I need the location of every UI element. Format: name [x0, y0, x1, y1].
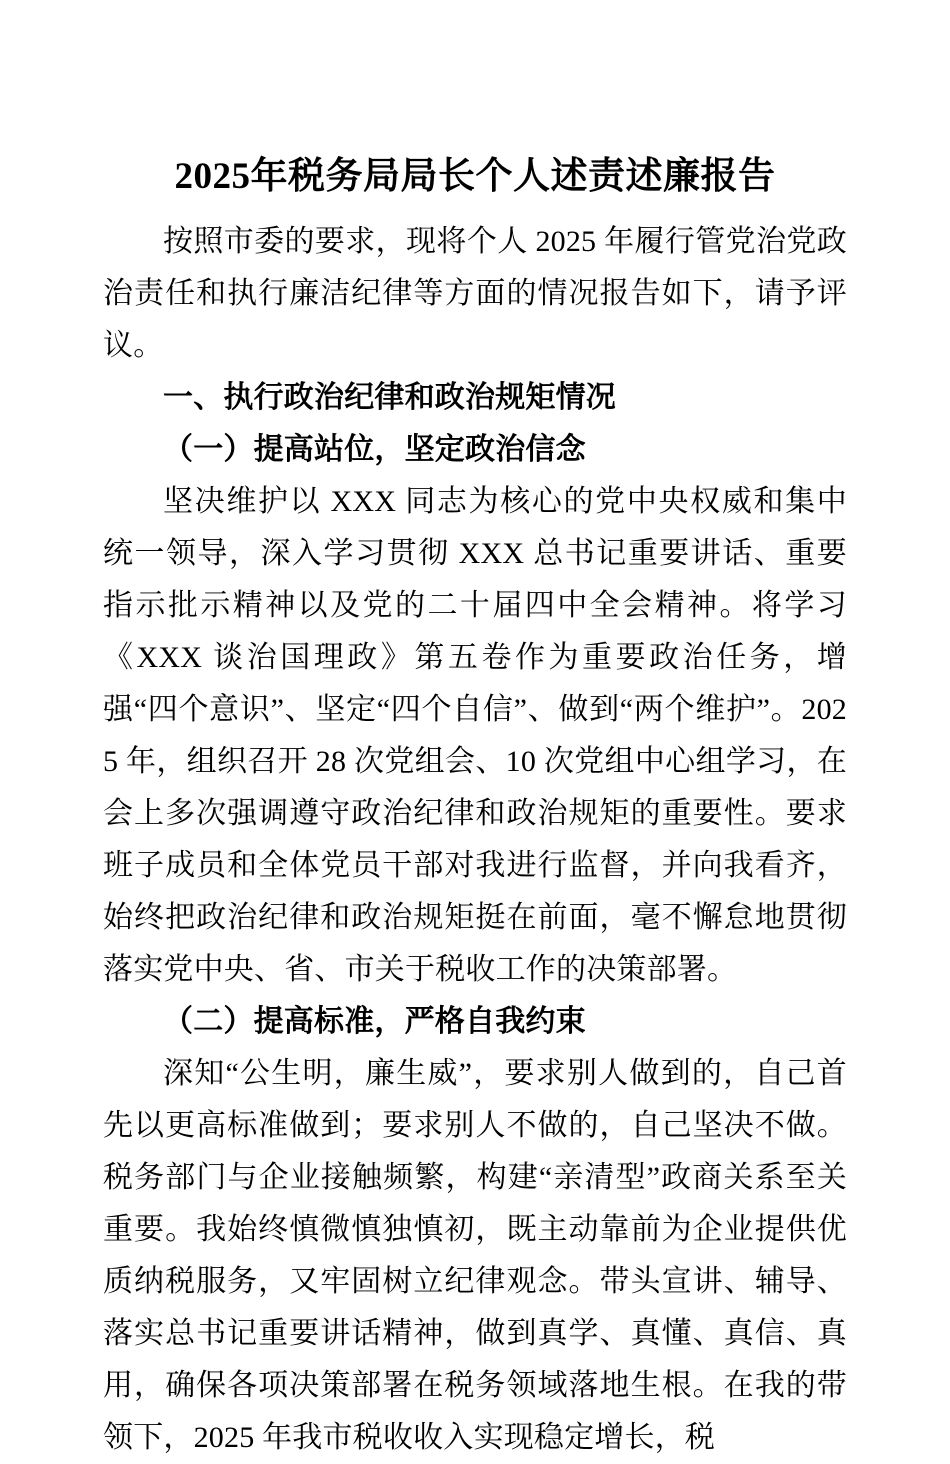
document-body: [103, 152, 847, 1464]
intro-paragraph: 按照市委的要求，现将个人 2025 年履行管党治党政治责任和执行廉洁纪律等方面的情况报告如下，请予评议。: [103, 225, 847, 362]
page-title: 2025年税务局局长个人述责述廉报告: [174, 156, 776, 197]
heading-section-one: 一、执行政治纪律和政治规矩情况: [163, 381, 616, 414]
paragraph-subsection-one-1: 坚决维护以 XXX 同志为核心的党中央权威和集中统一领导，深入学习贯彻 XXX 总书记重要讲话、重要指示批示精神以及党的二十届四中全会精神。将学习《XXX 谈治国理政》第五卷作为重要政治任务，增强“四个意识”、坚定“四个自信”、做到“两个维护”。2025 年，组织召开 28 次党组会、10 次党组中心组学习，在会上多次强调遵守政治纪律和政治规矩的重要性。要求班子成员和全体党员干部对我进行监督，并向我看齐，始终把政治纪律和政治规矩挺在前面，毫不懈怠地贯彻落实党中央、省、市关于税收工作的决策部署。: [103, 485, 847, 986]
paragraph-subsection-one-2: 深知“公生明，廉生威”，要求别人做到的，自己首先以更高标准做到；要求别人不做的，自己坚决不做。税务部门与企业接触频繁，构建“亲清型”政商关系至关重要。我始终慎微慎独慎初，既主动靠前为企业提供优质纳税服务，又牢固树立纪律观念。带头宣讲、辅导、落实总书记重要讲话精神，做到真学、真懂、真信、真用，确保各项决策部署在税务领域落地生根。在我的带领下，2025 年我市税收收入实现稳定增长，税: [103, 1057, 847, 1454]
heading-subsection-one-1: （一）提高站位，坚定政治信念: [163, 433, 586, 466]
heading-subsection-one-2: （二）提高标准，严格自我约束: [163, 1005, 586, 1038]
